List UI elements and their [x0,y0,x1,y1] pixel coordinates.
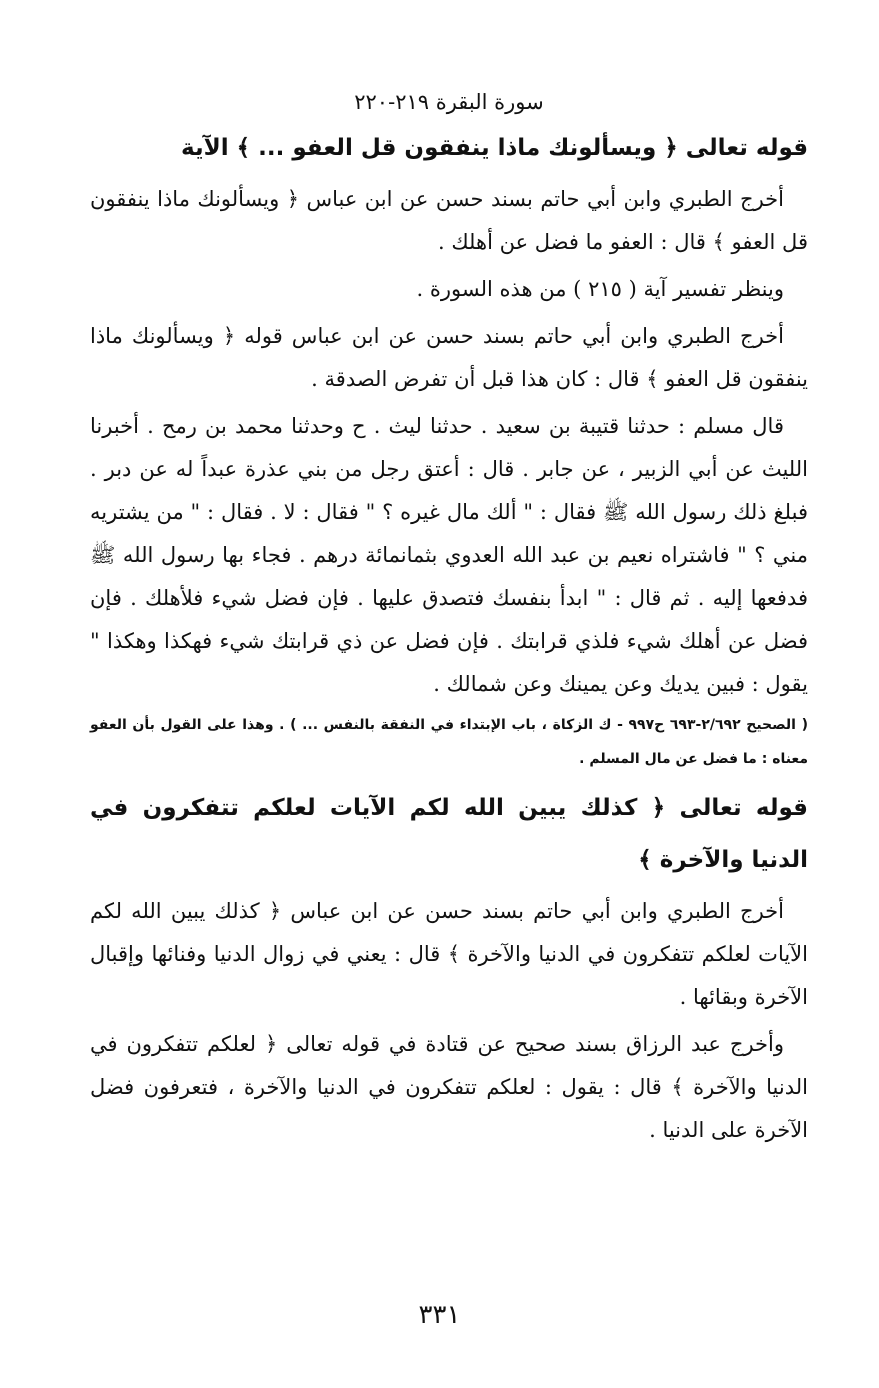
running-title: سورة البقرة ٢١٩-٢٢٠ [354,90,544,114]
citation-note: ( الصحيح ٢/٦٩٢-٦٩٣ ح٩٩٧ - ك الزكاة ، باب الإبتداء في النفقة بالنفس ... ) . وهذا على القول بأن العفو معناه : ما فضل عن مال المسلم . [90,717,808,767]
section-heading-2: قوله تعالى ﴿ كذلك يبين الله لكم الآيات لعلكم تتفكرون في الدنيا والآخرة ﴾ [90,795,808,873]
paragraph-5: أخرج الطبري وابن أبي حاتم بسند حسن عن ابن عباس ﴿ كذلك يبين الله لكم الآيات لعلكم تتفكرون في الدنيا والآخرة ﴾ قال : يعني في زوال الدنيا وفنائها وإقبال الآخرة وبقائها . [90,899,808,1009]
paragraph-6: وأخرج عبد الرزاق بسند صحيح عن قتادة في قوله تعالى ﴿ لعلكم تتفكرون في الدنيا والآخرة ﴾ قال : يقول : لعلكم تتفكرون في الدنيا والآخرة ، فتعرفون فضل الآخرة على الدنيا . [90,1032,808,1142]
paragraph-4: قال مسلم : حدثنا قتيبة بن سعيد . حدثنا ليث . ح وحدثنا محمد بن رمح . أخبرنا الليث عن أبي الزبير ، عن جابر . قال : أعتق رجل من بني عذرة عبداً له عن دبر . فبلغ ذلك رسول الله ﷺ فقال : " ألك مال غيره ؟ " فقال : لا . فقال : " من يشتريه مني ؟ " فاشتراه نعيم بن عبد الله العدوي بثمانمائة درهم . فجاء بها رسول الله ﷺ فدفعها إليه . ثم قال : " ابدأ بنفسك فتصدق عليها . فإن فضل شيء فلأهلك . فإن فضل عن أهلك شيء فلذي قرابتك . فإن فضل عن ذي قرابتك شيء فهكذا وهكذا " يقول : فبين يديك وعن يمينك وعن شمالك . [90,414,809,696]
paragraph-1: أخرج الطبري وابن أبي حاتم بسند حسن عن ابن عباس ﴿ ويسألونك ماذا ينفقون قل العفو ﴾ قال : العفو ما فضل عن أهلك . [90,187,808,254]
paragraph-2: وينظر تفسير آية ( ٢١٥ ) من هذه السورة . [416,277,784,301]
paragraph-3: أخرج الطبري وابن أبي حاتم بسند حسن عن ابن عباس قوله ﴿ ويسألونك ماذا ينفقون قل العفو ﴾ قال : كان هذا قبل أن تفرض الصدقة . [90,324,808,391]
page-number: ٣٣١ [418,1300,461,1330]
section-heading-1: قوله تعالى ﴿ ويسألونك ماذا ينفقون قل العفو ... ﴾ الآية [181,135,808,161]
book-page [90,90,808,1152]
